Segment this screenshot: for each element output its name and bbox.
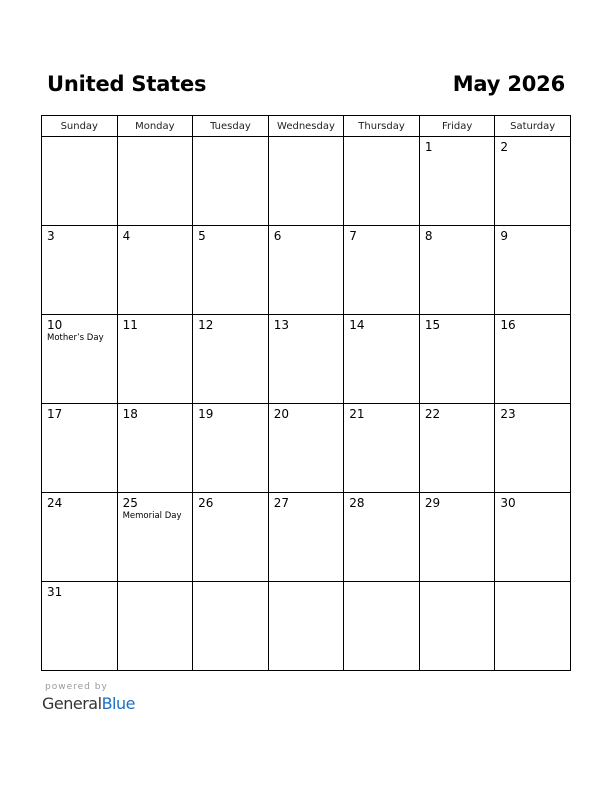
powered-by-label: powered by xyxy=(45,682,108,692)
day-number: 2 xyxy=(500,140,509,154)
day-cell xyxy=(42,226,118,315)
day-cell xyxy=(419,137,495,226)
day-number xyxy=(42,137,117,141)
day-number: 21 xyxy=(349,407,365,421)
day-number: 18 xyxy=(122,407,138,421)
day-cell xyxy=(42,582,118,671)
calendar-grid xyxy=(41,115,571,671)
day-number: 28 xyxy=(349,496,365,510)
day-number: 8 xyxy=(424,229,433,243)
weekday-header: Wednesday xyxy=(268,116,344,137)
brand-logo[interactable] xyxy=(42,694,135,713)
brand-name-part1: General xyxy=(42,694,102,713)
day-number: 4 xyxy=(122,229,131,243)
day-number: 25 xyxy=(122,496,138,510)
day-number xyxy=(495,582,570,586)
day-number xyxy=(118,137,193,141)
day-number: 11 xyxy=(122,318,138,332)
weekday-header: Saturday xyxy=(495,116,571,137)
day-cell xyxy=(117,315,193,404)
day-number: 1 xyxy=(424,140,433,154)
day-cell xyxy=(268,137,344,226)
day-cell xyxy=(193,493,269,582)
weekday-header: Thursday xyxy=(344,116,420,137)
day-cell xyxy=(42,493,118,582)
day-cell xyxy=(344,137,420,226)
day-cell xyxy=(344,493,420,582)
day-number: 16 xyxy=(500,318,516,332)
weekday-header: Monday xyxy=(117,116,193,137)
day-number: 3 xyxy=(47,229,55,243)
day-cell xyxy=(495,226,571,315)
day-cell xyxy=(42,137,118,226)
day-number: 26 xyxy=(198,496,214,510)
weekday-header: Friday xyxy=(419,116,495,137)
day-number: 9 xyxy=(500,229,509,243)
week-row xyxy=(42,226,571,315)
day-number: 6 xyxy=(273,229,282,243)
day-cell xyxy=(193,137,269,226)
brand-name-part2: Blue xyxy=(101,694,135,713)
country-title: United States xyxy=(47,72,207,96)
day-number: 19 xyxy=(198,407,214,421)
day-number: 7 xyxy=(349,229,357,243)
weekday-header: Sunday xyxy=(42,116,118,137)
day-number: 30 xyxy=(500,496,516,510)
day-cell xyxy=(268,315,344,404)
day-cell xyxy=(344,315,420,404)
day-cell xyxy=(193,404,269,493)
day-number: 27 xyxy=(273,496,289,510)
day-number xyxy=(344,137,419,141)
day-number: 10 xyxy=(47,318,63,332)
day-cell xyxy=(495,137,571,226)
day-cell xyxy=(419,226,495,315)
day-number xyxy=(420,582,495,586)
day-number: 17 xyxy=(47,407,63,421)
day-cell xyxy=(117,582,193,671)
day-number: 24 xyxy=(47,496,63,510)
day-cell xyxy=(419,493,495,582)
week-row xyxy=(42,315,571,404)
day-cell xyxy=(117,404,193,493)
day-number: 14 xyxy=(349,318,365,332)
day-cell xyxy=(268,226,344,315)
day-cell xyxy=(193,226,269,315)
week-row xyxy=(42,493,571,582)
day-cell xyxy=(495,582,571,671)
day-cell xyxy=(117,226,193,315)
week-row xyxy=(42,404,571,493)
day-number: 15 xyxy=(424,318,441,332)
day-number: 29 xyxy=(424,496,441,510)
day-cell xyxy=(42,315,118,404)
day-number xyxy=(193,137,268,141)
day-number xyxy=(269,582,344,586)
day-cell xyxy=(344,404,420,493)
day-number xyxy=(193,582,268,586)
week-row xyxy=(42,582,571,671)
day-cell xyxy=(419,582,495,671)
day-cell xyxy=(344,226,420,315)
holiday-label: Memorial Day xyxy=(122,511,182,521)
day-cell xyxy=(268,493,344,582)
day-cell xyxy=(42,404,118,493)
week-row xyxy=(42,137,571,226)
day-number: 23 xyxy=(500,407,516,421)
day-cell xyxy=(117,137,193,226)
holiday-label: Mother’s Day xyxy=(47,333,104,343)
day-cell xyxy=(268,582,344,671)
day-cell xyxy=(117,493,193,582)
day-number: 5 xyxy=(198,229,206,243)
weekday-header-row xyxy=(42,116,571,137)
month-year-title: May 2026 xyxy=(452,72,565,96)
day-cell xyxy=(193,315,269,404)
day-cell xyxy=(268,404,344,493)
day-cell xyxy=(495,493,571,582)
day-number: 13 xyxy=(273,318,289,332)
day-number: 31 xyxy=(47,585,63,599)
day-number xyxy=(118,582,193,586)
day-cell xyxy=(495,404,571,493)
day-number xyxy=(344,582,419,586)
day-number xyxy=(269,137,344,141)
day-cell xyxy=(344,582,420,671)
day-number: 22 xyxy=(424,407,441,421)
day-number: 12 xyxy=(198,318,214,332)
day-cell xyxy=(419,315,495,404)
day-cell xyxy=(193,582,269,671)
weekday-header: Tuesday xyxy=(193,116,269,137)
day-number: 20 xyxy=(273,407,289,421)
day-cell xyxy=(495,315,571,404)
day-cell xyxy=(419,404,495,493)
